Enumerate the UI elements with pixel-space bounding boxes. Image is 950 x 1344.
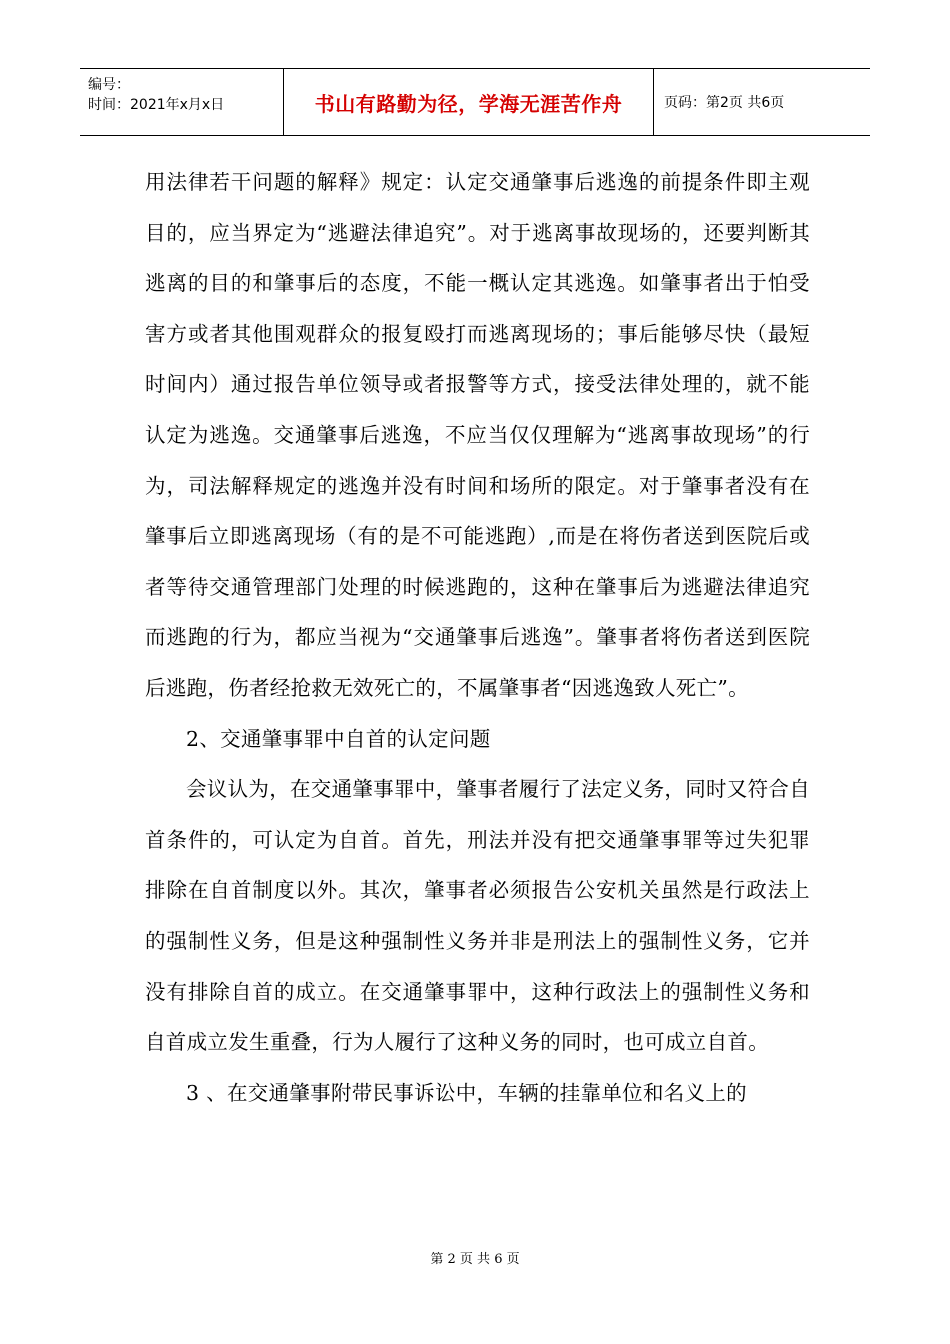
header-meta [80,69,284,135]
number-label: 编号： [88,77,130,93]
paragraph: 会议认为，在交通肇事罪中，肇事者履行了法定义务，同时又符合自首条件的，可认定为自首。首先，刑法并没有把交通肇事罪等过失犯罪排除在自首制度以外。其次，肇事者必须报告公安机关虽然是行政法上的强制性义务，但是这种强制性义务并非是刑法上的强制性义务，它并没有排除自首的成立。在交通肇事罪中，这种行政法上的强制性义务和自首成立发生重叠，行为人履行了这种义务的同时，也可成立自首。 [145,777,810,1055]
time-label: 时间：2021年x月x日 [88,97,225,113]
document-body [145,157,810,1118]
page-footer: 第 2 页 共 6 页 [430,1252,520,1267]
paragraph: 3 、在交通肇事附带民事诉讼中，车辆的挂靠单位和名义上的 [186,1080,747,1105]
motto-text: 书山有路勤为径，学海无涯苦作舟 [314,91,623,116]
header-motto-cell [284,69,654,135]
paragraph: 用法律若干问题的解释》规定：认定交通肇事后逃逸的前提条件即主观目的，应当界定为“逃避法律追究”。对于逃离事故现场的，还要判断其逃离的目的和肇事后的态度，不能一概认定其逃逸。如肇事者出于怕受害方或者其他围观群众的报复殴打而逃离现场的；事后能够尽快（最短时间内）通过报告单位领导或者报警等方式，接受法律处理的，就不能认定为逃逸。交通肇事后逃逸，不应当仅仅理解为“逃离事故现场”的行为，司法解释规定的逃逸并没有时间和场所的限定。对于肇事者没有在肇事后立即逃离现场（有的是不可能逃跑）,而是在将伤者送到医院后或者等待交通管理部门处理的时候逃跑的，这种在肇事后为逃避法律追究而逃跑的行为，都应当视为“交通肇事后逃逸”。肇事者将伤者送到医院后逃跑，伤者经抢救无效死亡的，不属肇事者“因逃逸致人死亡”。 [145,170,810,700]
page-header [80,68,870,136]
page-info: 页码：第2页 共6页 [664,95,785,111]
header-page-info-cell [654,69,870,135]
section-heading: 2、交通肇事罪中自首的认定问题 [186,726,491,751]
